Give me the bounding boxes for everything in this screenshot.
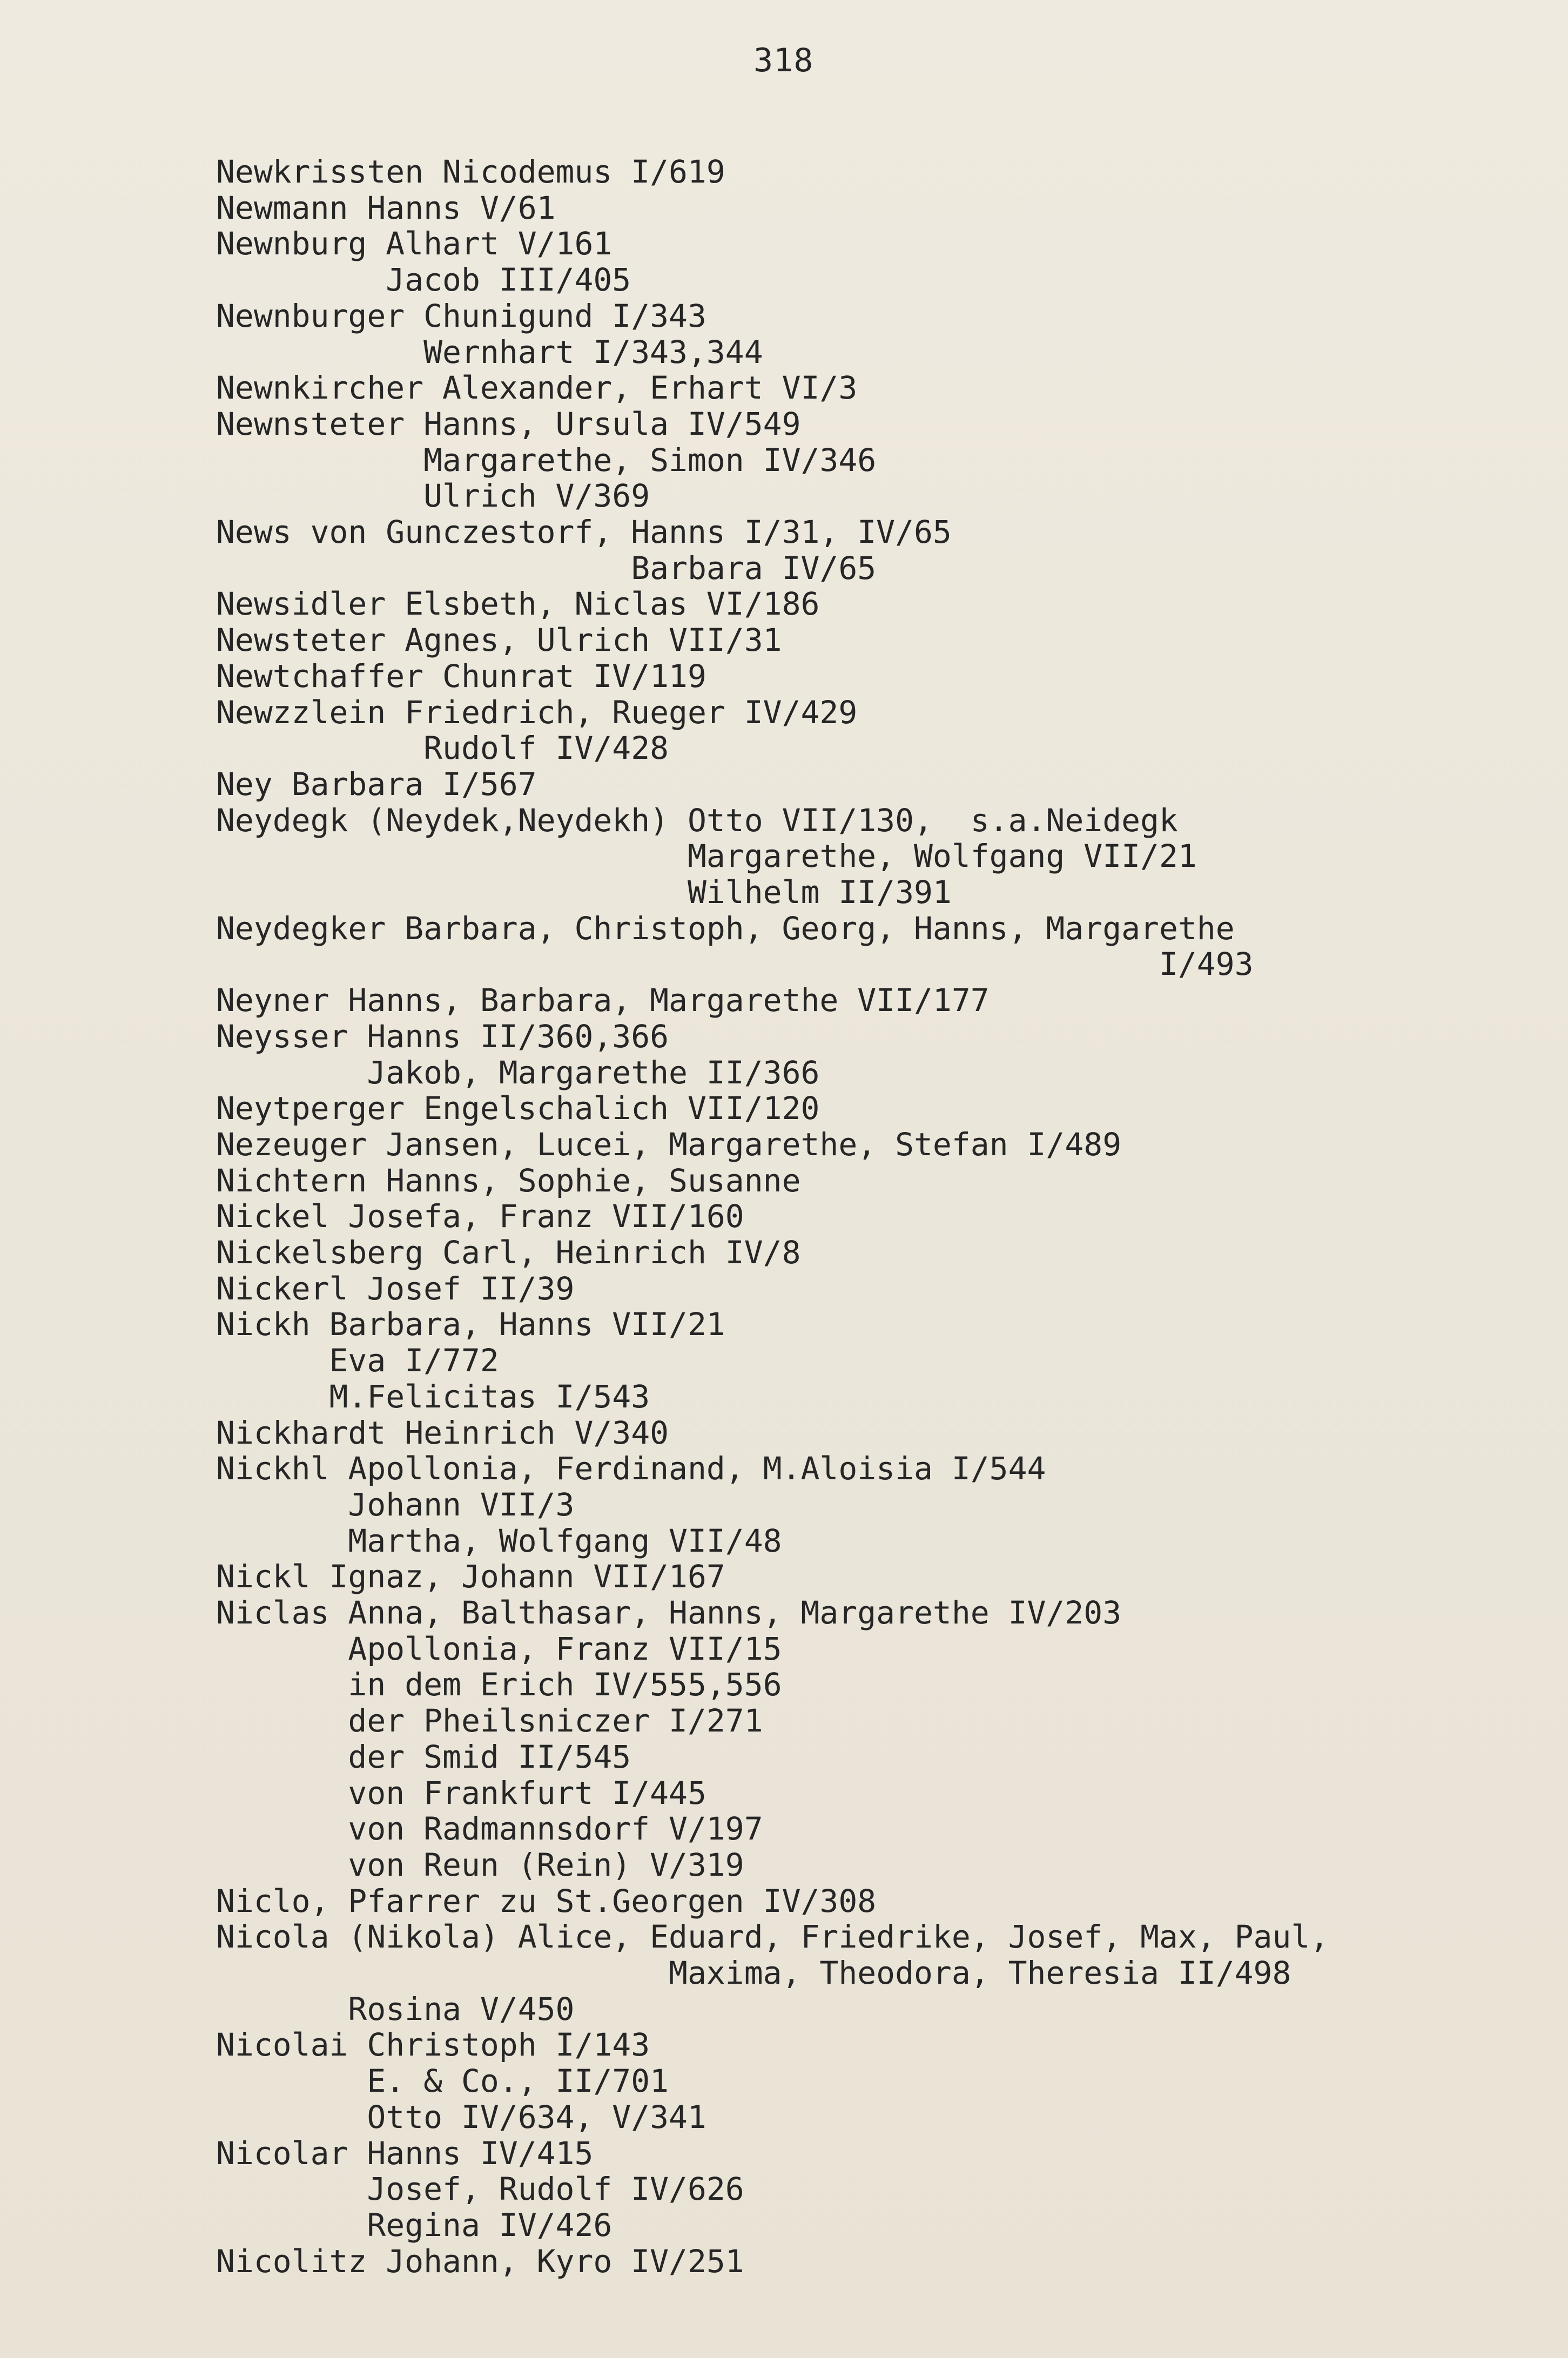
index-line: der Pheilsniczer I/271 [216, 1702, 763, 1740]
index-line: Johann VII/3 [216, 1486, 575, 1523]
index-line: I/493 [216, 946, 1254, 983]
index-line: Nezeuger Jansen, Lucei, Margarethe, Stefan I/489 [216, 1126, 1122, 1163]
index-line: Nickelsberg Carl, Heinrich IV/8 [216, 1234, 801, 1271]
index-line: Otto IV/634, V/341 [216, 2098, 706, 2135]
index-line: Nickerl Josef II/39 [216, 1270, 575, 1307]
index-line: Nicolar Hanns IV/415 [216, 2134, 594, 2172]
index-entries [0, 154, 1568, 2314]
index-line: Newnburg Alhart V/161 [216, 225, 613, 262]
index-line: Barbara IV/65 [216, 549, 877, 587]
index-line: von Frankfurt I/445 [216, 1774, 706, 1811]
index-line: Nicola (Nikola) Alice, Eduard, Friedrike, Josef, Max, Paul, [216, 1918, 1329, 1956]
index-line: Neyner Hanns, Barbara, Margarethe VII/177 [216, 982, 990, 1019]
index-line: Jacob III/405 [216, 261, 631, 299]
index-line: Newtchaffer Chunrat IV/119 [216, 657, 706, 695]
index-line: in dem Erich IV/555,556 [216, 1666, 782, 1703]
index-line: Newnburger Chunigund I/343 [216, 297, 706, 334]
index-line: Nickel Josefa, Franz VII/160 [216, 1198, 744, 1235]
index-line: Newzzlein Friedrich, Rueger IV/429 [216, 693, 858, 731]
index-line: Newnkircher Alexander, Erhart VI/3 [216, 369, 858, 407]
index-line: Nickhl Apollonia, Ferdinand, M.Aloisia I/544 [216, 1450, 1046, 1487]
index-line: Rosina V/450 [216, 1990, 575, 2027]
index-line: Wernhart I/343,344 [216, 333, 763, 370]
index-line: Nickl Ignaz, Johann VII/167 [216, 1558, 725, 1595]
index-line: Maxima, Theodora, Theresia II/498 [216, 1955, 1291, 1991]
index-line: Newmann Hanns V/61 [216, 189, 556, 226]
index-line: Margarethe, Simon IV/346 [216, 441, 877, 479]
index-line: Nickh Barbara, Hanns VII/21 [216, 1306, 725, 1343]
index-line: Newkrissten Nicodemus I/619 [216, 153, 725, 190]
index-line: Nichtern Hanns, Sophie, Susanne [216, 1162, 801, 1199]
index-line: Eva I/772 [216, 1342, 499, 1379]
index-line: E. & Co., II/701 [216, 2063, 669, 2100]
index-line: Nickhardt Heinrich V/340 [216, 1414, 669, 1451]
index-line: Neytperger Engelschalich VII/120 [216, 1090, 820, 1127]
index-line: News von Gunczestorf, Hanns I/31, IV/65 [216, 514, 952, 550]
index-line: Nicolai Christoph I/143 [216, 2026, 650, 2064]
index-line: von Radmannsdorf V/197 [216, 1810, 763, 1848]
index-line: Niclo, Pfarrer zu St.Georgen IV/308 [216, 1882, 877, 1919]
index-line: Wilhelm II/391 [216, 874, 952, 911]
index-line: Josef, Rudolf IV/626 [216, 2171, 744, 2208]
index-line: der Smid II/545 [216, 1738, 631, 1775]
index-line: Regina IV/426 [216, 2206, 613, 2244]
index-line: Apollonia, Franz VII/15 [216, 1630, 782, 1667]
index-line: Ney Barbara I/567 [216, 765, 537, 803]
index-line: Rudolf IV/428 [216, 730, 669, 767]
index-line: Martha, Wolfgang VII/48 [216, 1522, 782, 1559]
index-line: Ulrich V/369 [216, 477, 650, 515]
index-line: Neysser Hanns II/360,366 [216, 1018, 669, 1055]
index-line: Neydegker Barbara, Christoph, Georg, Hanns, Margarethe [216, 909, 1235, 947]
index-line: Jakob, Margarethe II/366 [216, 1054, 820, 1091]
index-line: Nicolitz Johann, Kyro IV/251 [216, 2242, 744, 2280]
index-line: Margarethe, Wolfgang VII/21 [216, 838, 1197, 875]
index-line: Newsidler Elsbeth, Niclas VI/186 [216, 585, 820, 623]
index-line: von Reun (Rein) V/319 [216, 1846, 744, 1883]
index-line: Newnsteter Hanns, Ursula IV/549 [216, 405, 801, 442]
index-line: M.Felicitas I/543 [216, 1378, 650, 1415]
index-line: Niclas Anna, Balthasar, Hanns, Margarethe IV/203 [216, 1594, 1122, 1631]
page-number: 318 [753, 42, 814, 79]
index-line: Newsteter Agnes, Ulrich VII/31 [216, 622, 782, 659]
index-line: Neydegk (Neydek,Neydekh) Otto VII/130, s.a.Neidegk [216, 801, 1178, 839]
